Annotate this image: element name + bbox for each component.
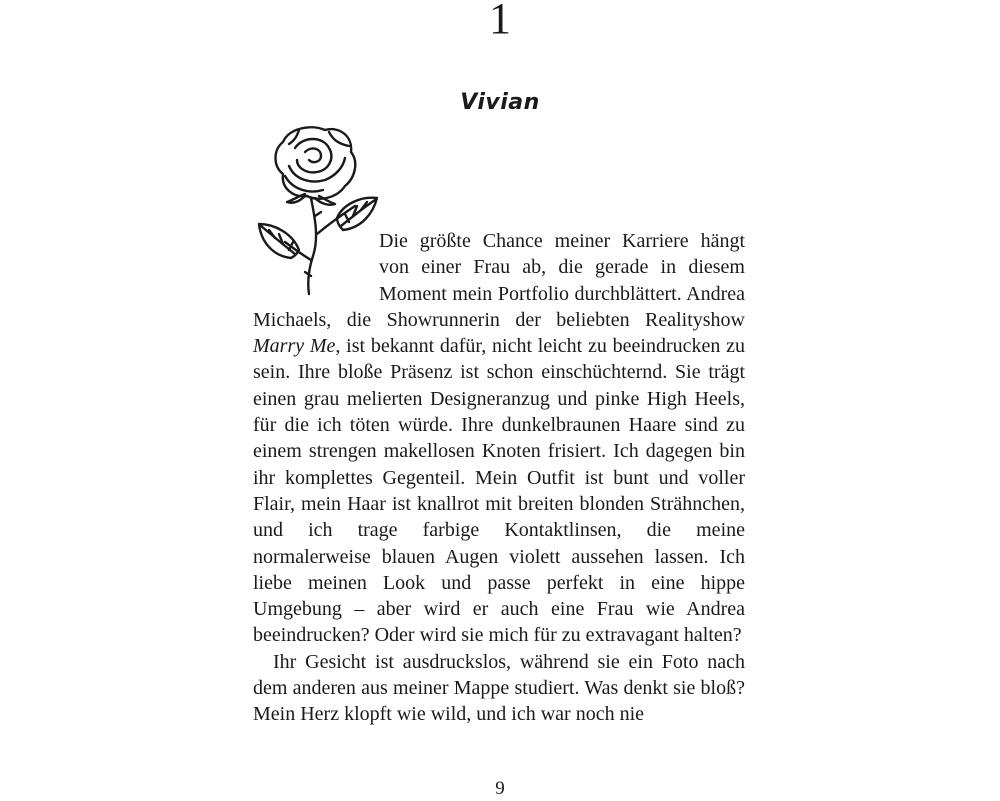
chapter-text <box>253 228 745 728</box>
paragraph-1 <box>253 228 745 649</box>
chapter-number: 1 <box>489 0 511 43</box>
page-number: 9 <box>495 778 505 799</box>
rose-float-spacer <box>253 228 379 304</box>
paragraph-1-text-start: Die größte Chance meiner Karriere hängt von einer Frau ab, die gerade in diesem Moment mein Portfolio durchblättert. Andrea Michaels, die Showrunnerin der beliebten Realityshow <box>253 230 745 331</box>
paragraph-2: Ihr Gesicht ist ausdruckslos, während sie ein Foto nach dem anderen aus meiner Mappe studiert. Was denkt sie bloß? Mein Herz klopft wie wild, und ich war noch nie <box>253 650 745 726</box>
show-title: Marry Me <box>253 335 336 358</box>
chapter-heading: Vivian <box>460 90 540 115</box>
paragraph-1-text-end: , ist bekannt dafür, nicht leicht zu beeindrucken zu sein. Ihre bloße Präsenz ist schon einschüchternd. Sie trägt einen grau melierten Designeranzug und pinke High Heels, für die ich töten würde. Ihre dunkelbraunen Haare sind zu einem strengen makellosen Knoten frisiert. Ich dagegen bin ihr komplettes Gegenteil. Mein Outfit ist bunt und voller Flair, mein Haar ist knallrot mit breiten blonden Strähnchen, und ich trage farbige Kontaktlinsen, die meine normalerweise blauen Augen violett aussehen lassen. Ich liebe meinen Look und passe perfekt in eine hippe Umgebung – aber wird er auch eine Frau wie Andrea beeindrucken? Oder wird sie mich für zu extravagant halten? <box>253 335 745 647</box>
